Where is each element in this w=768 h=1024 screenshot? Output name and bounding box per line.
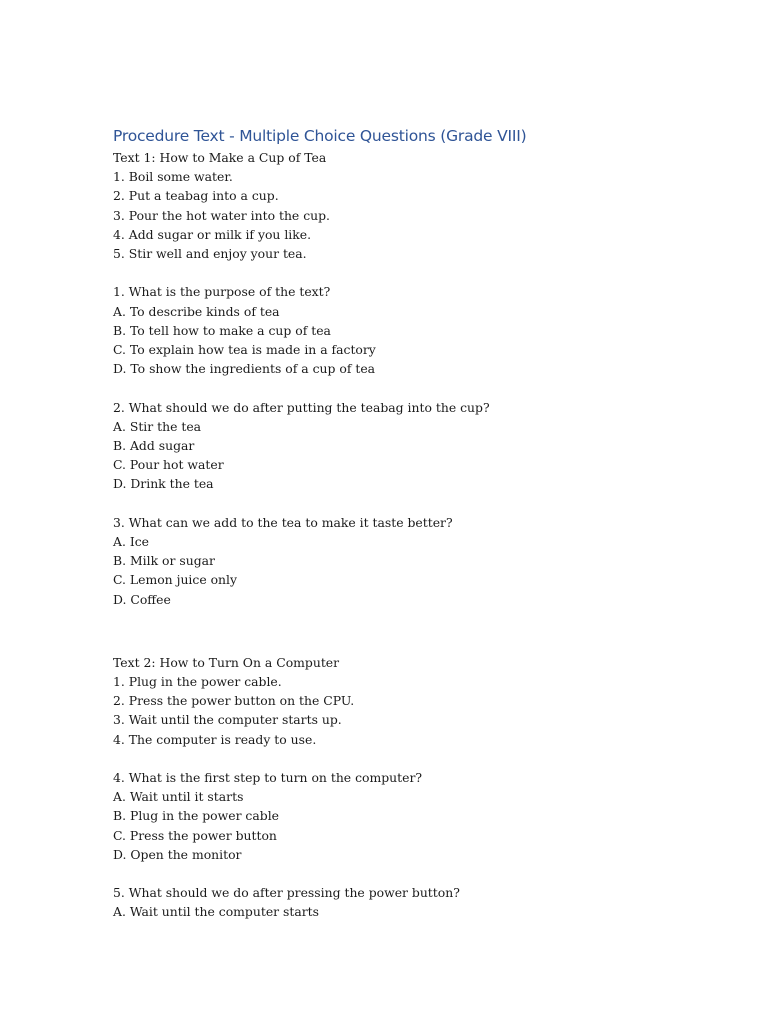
answer-option: A. Wait until the computer starts bbox=[113, 904, 320, 920]
spacer bbox=[113, 609, 713, 653]
answer-option: A. To describe kinds of tea bbox=[113, 303, 280, 319]
step-item: 1. Plug in the power cable. bbox=[113, 674, 282, 690]
text1-section bbox=[113, 148, 713, 263]
spacer bbox=[113, 378, 713, 397]
answer-option: C. Pour hot water bbox=[113, 457, 224, 473]
question-3 bbox=[113, 513, 713, 609]
question-1 bbox=[113, 282, 713, 378]
answer-option: D. Open the monitor bbox=[113, 846, 242, 862]
question-text: 5. What should we do after pressing the power button? bbox=[113, 885, 460, 901]
text2-heading: Text 2: How to Turn On a Computer bbox=[113, 654, 340, 670]
spacer bbox=[113, 749, 713, 768]
answer-option: D. To show the ingredients of a cup of tea bbox=[113, 361, 376, 377]
question-text: 2. What should we do after putting the teabag into the cup? bbox=[113, 399, 490, 415]
step-item: 2. Put a teabag into a cup. bbox=[113, 188, 279, 204]
spacer bbox=[113, 263, 713, 282]
answer-option: C. To explain how tea is made in a factory bbox=[113, 342, 376, 358]
text2-steps bbox=[113, 672, 713, 749]
answer-option: A. Wait until it starts bbox=[113, 789, 244, 805]
spacer bbox=[113, 494, 713, 513]
question-text: 3. What can we add to the tea to make it taste better? bbox=[113, 514, 453, 530]
question-5 bbox=[113, 883, 713, 921]
text2-section bbox=[113, 653, 713, 749]
answer-option: A. Ice bbox=[113, 534, 149, 550]
answer-option: B. Milk or sugar bbox=[113, 553, 215, 569]
document-title: Procedure Text - Multiple Choice Questions (Grade VIII) bbox=[113, 127, 527, 145]
answer-option: D. Coffee bbox=[113, 591, 171, 607]
spacer bbox=[113, 864, 713, 883]
answer-option: C. Press the power button bbox=[113, 827, 277, 843]
step-item: 2. Press the power button on the CPU. bbox=[113, 693, 355, 709]
step-item: 3. Wait until the computer starts up. bbox=[113, 712, 342, 728]
answer-option: C. Lemon juice only bbox=[113, 572, 238, 588]
step-item: 4. The computer is ready to use. bbox=[113, 731, 317, 747]
document-content bbox=[113, 124, 713, 922]
answer-option: D. Drink the tea bbox=[113, 476, 214, 492]
question-4 bbox=[113, 768, 713, 864]
step-item: 5. Stir well and enjoy your tea. bbox=[113, 246, 307, 262]
text1-steps bbox=[113, 167, 713, 263]
answer-option: B. Plug in the power cable bbox=[113, 808, 279, 824]
question-2 bbox=[113, 398, 713, 494]
answer-option: B. Add sugar bbox=[113, 438, 195, 454]
question-text: 4. What is the first step to turn on the computer? bbox=[113, 770, 423, 786]
step-item: 3. Pour the hot water into the cup. bbox=[113, 207, 330, 223]
step-item: 4. Add sugar or milk if you like. bbox=[113, 226, 312, 242]
text1-heading: Text 1: How to Make a Cup of Tea bbox=[113, 150, 327, 165]
question-text: 1. What is the purpose of the text? bbox=[113, 284, 331, 300]
answer-option: B. To tell how to make a cup of tea bbox=[113, 322, 331, 338]
step-item: 1. Boil some water. bbox=[113, 169, 233, 185]
answer-option: A. Stir the tea bbox=[113, 418, 202, 434]
